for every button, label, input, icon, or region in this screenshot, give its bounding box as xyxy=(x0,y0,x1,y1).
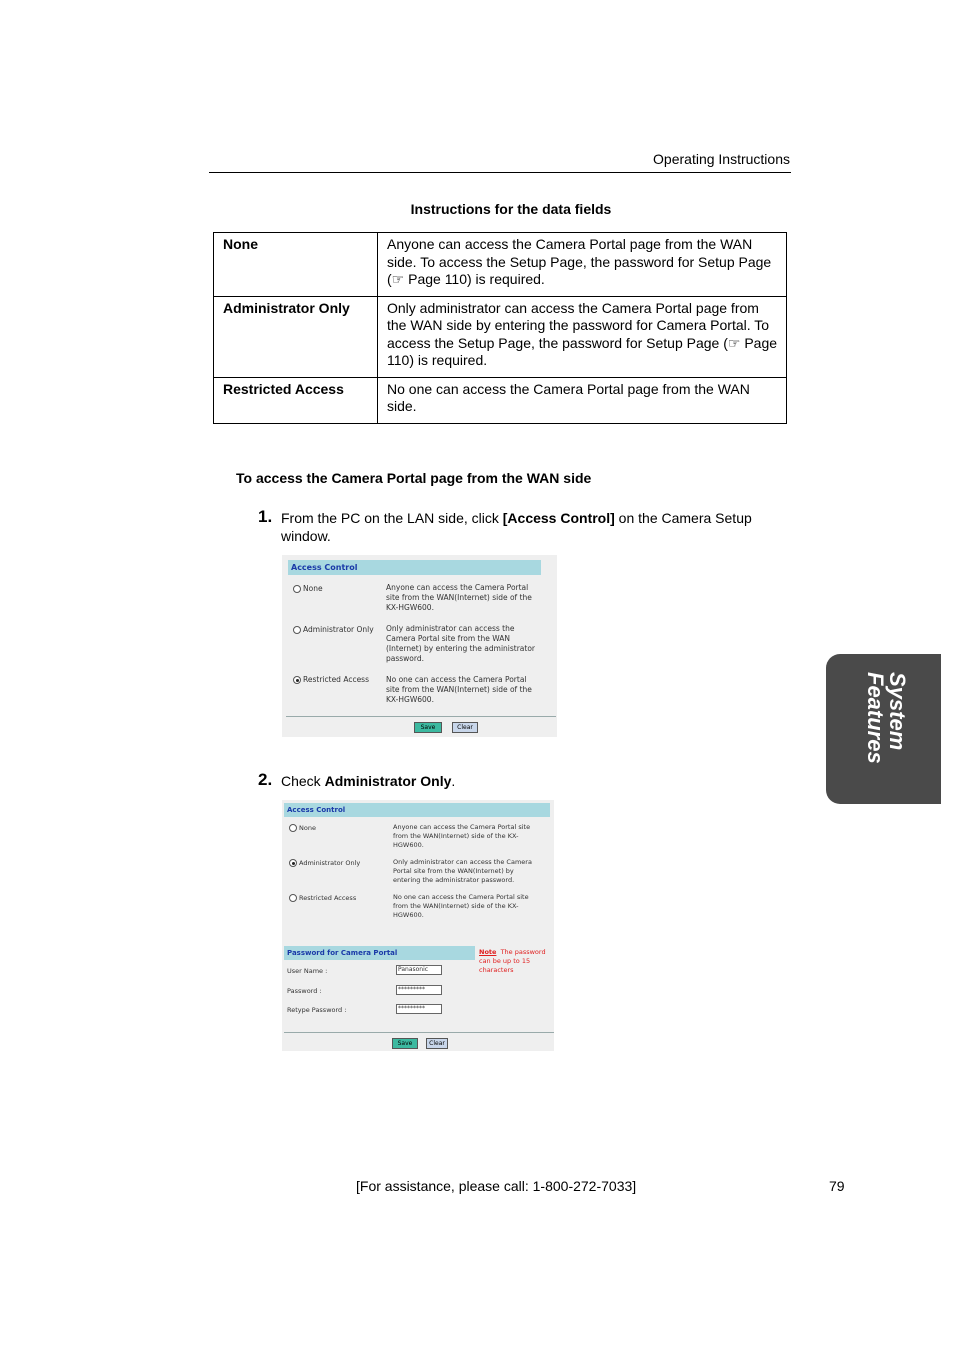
data-fields-table xyxy=(213,232,787,424)
step-number: 1. xyxy=(258,507,273,526)
divider xyxy=(284,1032,554,1033)
radio-restricted-access[interactable] xyxy=(293,675,369,685)
option-description: No one can access the Camera Portal site from the WAN(Internet) side of the KX-HGW600. xyxy=(393,893,529,919)
radio-label: None xyxy=(303,584,323,593)
radio-none[interactable] xyxy=(293,584,323,594)
sub-heading: To access the Camera Portal page from the WAN side xyxy=(236,470,592,486)
radio-selected-icon xyxy=(293,676,301,684)
step-text-post: on the Camera Setup window. xyxy=(281,510,752,544)
radio-selected-icon xyxy=(289,859,297,867)
field-term: None xyxy=(214,233,378,297)
option-description: Only administrator can access the Camera Portal site from the WAN(Internet) by entering the administrator password. xyxy=(393,858,532,884)
radio-none[interactable] xyxy=(289,824,316,833)
clear-button[interactable]: Clear xyxy=(426,1038,448,1049)
radio-icon xyxy=(293,585,301,593)
footer-assistance: [For assistance, please call: 1-800-272-7033] xyxy=(356,1178,637,1194)
section-side-tab xyxy=(826,654,941,804)
access-control-screenshot-1 xyxy=(282,555,557,737)
password-label: Password : xyxy=(287,987,322,995)
step-number: 2. xyxy=(258,770,273,789)
field-description: No one can access the Camera Portal page from the WAN side. xyxy=(378,377,787,423)
table-row xyxy=(214,377,787,423)
step-text xyxy=(281,509,781,545)
clear-button[interactable]: Clear xyxy=(452,722,478,733)
field-description: Anyone can access the Camera Portal page from the WAN side. To access the Setup Page, the password for Setup Page (☞ Page 110) is required. xyxy=(378,233,787,297)
radio-icon xyxy=(289,894,297,902)
step-text-bold: Administrator Only xyxy=(324,773,452,789)
header-title: Operating Instructions xyxy=(653,151,790,167)
retype-password-input[interactable]: ********* xyxy=(396,1004,442,1014)
radio-label: Administrator Only xyxy=(303,625,374,634)
option-description: Only administrator can access the Camera Portal site from the WAN (Internet) by entering the administrator password. xyxy=(386,624,536,663)
note-text: The password can be up to 15 characters xyxy=(479,948,546,974)
step-text-pre: Check xyxy=(281,773,325,789)
step-text-pre: From the PC on the LAN side, click xyxy=(281,510,503,526)
option-description: No one can access the Camera Portal site from the WAN(Internet) side of the KX-HGW600. xyxy=(386,675,532,704)
retype-password-label: Retype Password : xyxy=(287,1006,347,1014)
step-text-post: . xyxy=(451,773,456,789)
option-description: Anyone can access the Camera Portal site from the WAN(Internet) side of the KX-HGW600. xyxy=(393,823,531,849)
field-term: Restricted Access xyxy=(214,377,378,423)
radio-restricted-access[interactable] xyxy=(289,894,356,903)
username-label: User Name : xyxy=(287,967,328,975)
password-input[interactable]: ********* xyxy=(396,985,442,995)
section-title: Instructions for the data fields xyxy=(410,201,612,217)
header-divider xyxy=(209,172,791,173)
side-tab-label xyxy=(864,672,908,786)
radio-label: Restricted Access xyxy=(303,675,370,684)
note-label: Note xyxy=(479,948,497,956)
field-description: Only administrator can access the Camera Portal page from the WAN side by entering the password for Camera Portal. To access the Setup Page, the password for Setup Page (☞ Page 110) is required. xyxy=(378,296,787,377)
save-button[interactable]: Save xyxy=(414,722,442,733)
table-row xyxy=(214,233,787,297)
access-control-bar: Access Control xyxy=(284,803,550,817)
access-control-screenshot-2 xyxy=(282,800,554,1051)
username-input[interactable]: Panasonic xyxy=(396,965,442,975)
access-control-bar: Access Control xyxy=(288,560,541,575)
option-description: Anyone can access the Camera Portal site from the WAN(Internet) side of the KX-HGW600. xyxy=(386,583,532,612)
password-section-bar: Password for Camera Portal xyxy=(284,946,475,960)
radio-icon xyxy=(293,626,301,634)
save-button[interactable]: Save xyxy=(392,1038,418,1049)
step-text xyxy=(281,772,781,790)
field-term: Administrator Only xyxy=(214,296,378,377)
radio-label: Restricted Access xyxy=(299,894,357,902)
divider xyxy=(286,716,556,717)
side-tab-line2: Features xyxy=(863,672,888,764)
radio-label: None xyxy=(299,824,316,832)
radio-administrator-only[interactable] xyxy=(289,859,360,868)
radio-label: Administrator Only xyxy=(299,859,361,867)
password-note xyxy=(479,948,553,975)
radio-administrator-only[interactable] xyxy=(293,625,374,635)
radio-icon xyxy=(289,824,297,832)
step-text-bold: [Access Control] xyxy=(502,510,615,526)
page-number: 79 xyxy=(829,1178,845,1194)
table-row xyxy=(214,296,787,377)
side-tab-line1: System xyxy=(885,672,910,751)
